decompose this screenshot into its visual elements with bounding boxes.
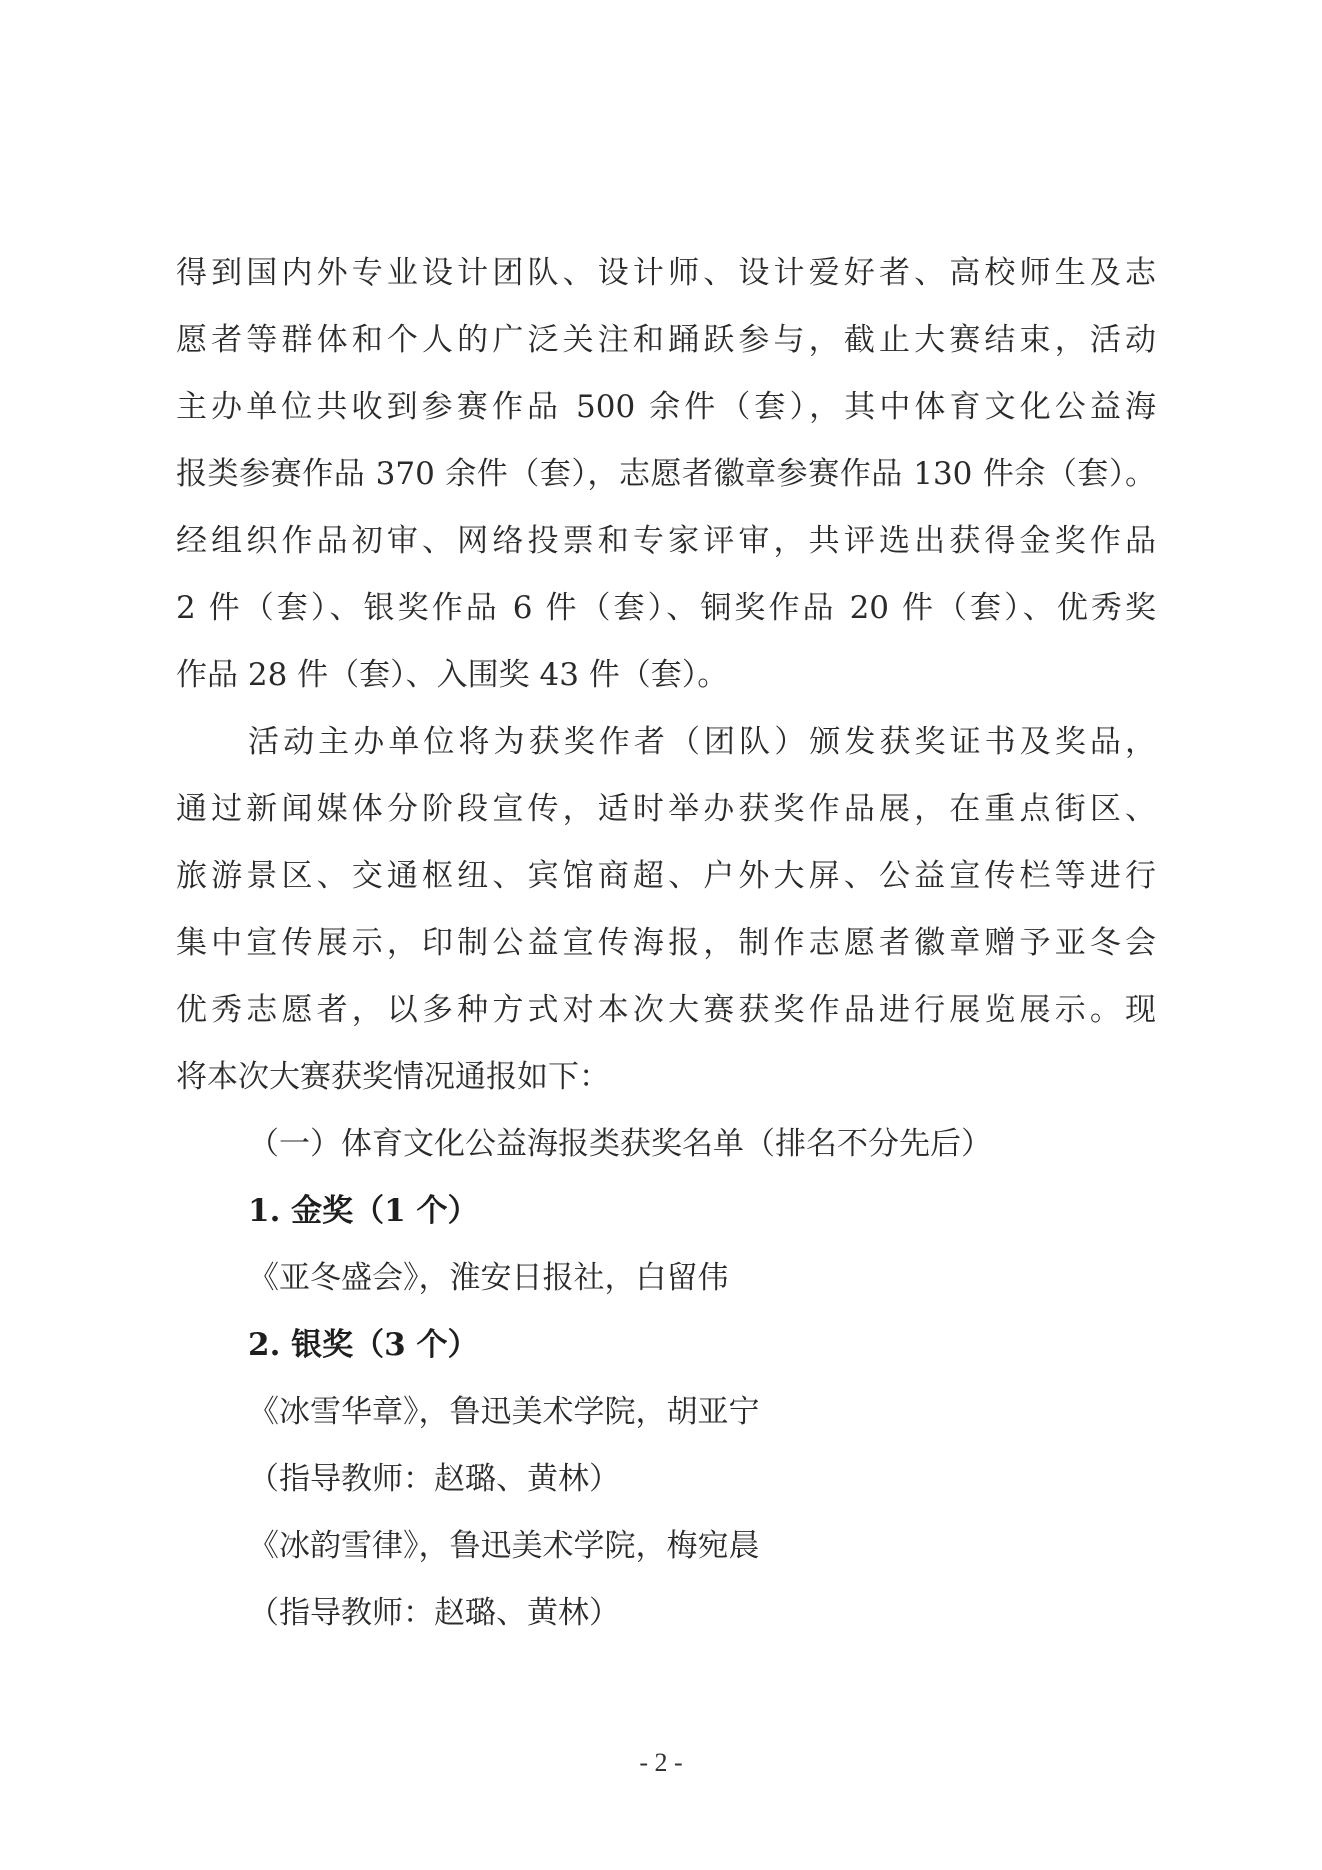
paragraph-line: 经组织作品初审、网络投票和专家评审，共评选出获得金奖作品 bbox=[176, 523, 1156, 559]
paragraph-line: 活动主办单位将为获奖作者（团队）颁发获奖证书及奖品， bbox=[248, 724, 1156, 760]
paragraph-line: 作品 28 件（套）、入围奖 43 件（套）。 bbox=[176, 657, 729, 693]
paragraph-line: 愿者等群体和个人的广泛关注和踊跃参与，截止大赛结束，活动 bbox=[176, 322, 1156, 358]
paragraph-line: 优秀志愿者，以多种方式对本次大赛获奖作品进行展览展示。现 bbox=[176, 992, 1156, 1028]
award-entry: 《冰韵雪律》，鲁迅美术学院，梅宛晨 bbox=[248, 1528, 760, 1564]
page-number: - 2 - bbox=[639, 1748, 683, 1777]
award-entry: 《冰雪华章》，鲁迅美术学院，胡亚宁 bbox=[248, 1394, 760, 1430]
document-body bbox=[176, 240, 1156, 1647]
advisor-note: （指导教师：赵璐、黄林） bbox=[248, 1595, 620, 1631]
paragraph-line: 集中宣传展示，印制公益宣传海报，制作志愿者徽章赠予亚冬会 bbox=[176, 925, 1156, 961]
paragraph-line: 2 件（套）、银奖作品 6 件（套）、铜奖作品 20 件（套）、优秀奖 bbox=[176, 590, 1156, 626]
section-heading: （一）体育文化公益海报类获奖名单（排名不分先后） bbox=[248, 1126, 992, 1162]
gold-award-heading: 1. 金奖（1 个） bbox=[248, 1193, 479, 1229]
award-entry: 《亚冬盛会》，淮安日报社，白留伟 bbox=[248, 1260, 729, 1296]
paragraph-line: 得到国内外专业设计团队、设计师、设计爱好者、高校师生及志 bbox=[176, 255, 1156, 291]
silver-award-heading: 2. 银奖（3 个） bbox=[248, 1327, 479, 1363]
paragraph-line: 报类参赛作品 370 余件（套），志愿者徽章参赛作品 130 件余（套）。 bbox=[176, 456, 1156, 492]
paragraph-line: 通过新闻媒体分阶段宣传，适时举办获奖作品展，在重点街区、 bbox=[176, 791, 1156, 827]
paragraph-line: 将本次大赛获奖情况通报如下： bbox=[176, 1059, 610, 1095]
paragraph-line: 主办单位共收到参赛作品 500 余件（套），其中体育文化公益海 bbox=[176, 389, 1156, 425]
advisor-note: （指导教师：赵璐、黄林） bbox=[248, 1461, 620, 1497]
paragraph-line: 旅游景区、交通枢纽、宾馆商超、户外大屏、公益宣传栏等进行 bbox=[176, 858, 1156, 894]
